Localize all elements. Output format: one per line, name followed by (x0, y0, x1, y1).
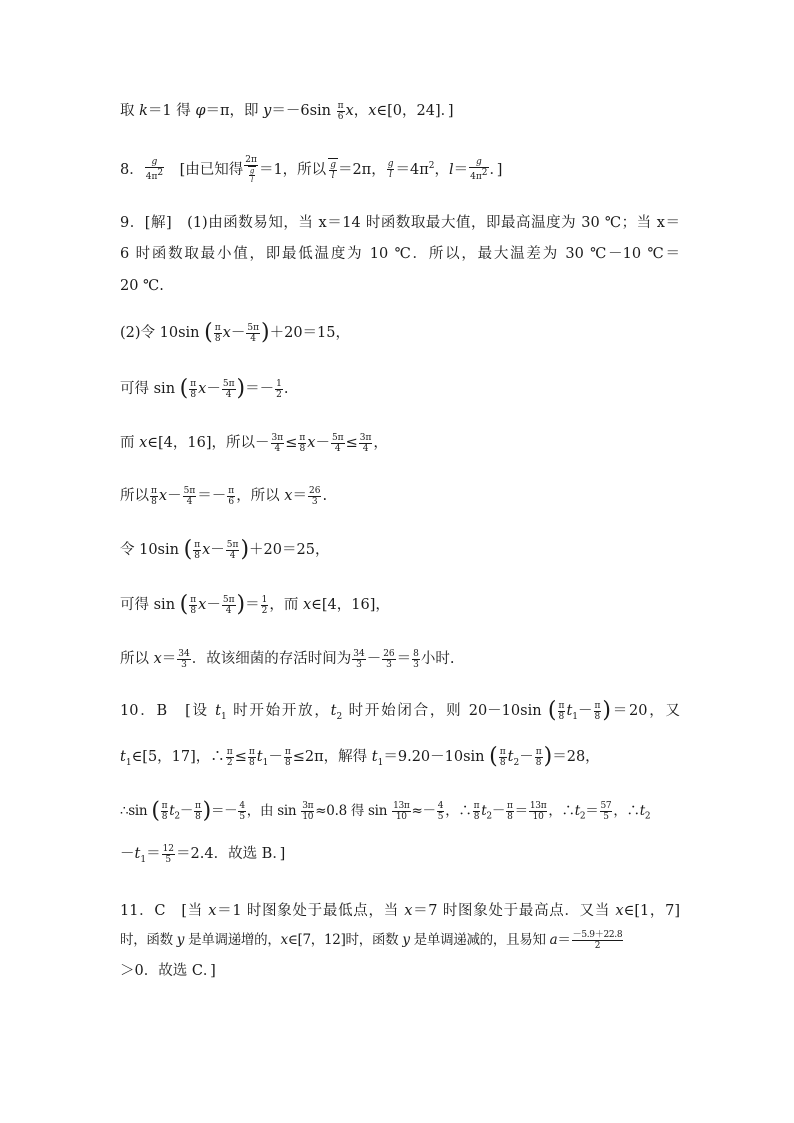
solution-line-5: 20 ℃. (120, 278, 164, 294)
solution-line-8: 而 x∈[4，16]，所以－ $\frac{3\pi}{4}$ ≤ $\frac{\pi}{8}$ x－ $\frac{5\pi}{4}$ ≤ $\frac{3\pi}{4}$ ， (120, 432, 388, 454)
solution-line-12: 所以 x＝ $\frac{34}{3}$ ．故该细菌的存活时间为 $\frac{34}{3}$ － $\frac{26}{3}$ ＝ $\frac{8}{3}$ 小时. (120, 648, 455, 670)
solution-line-7: 可得 sin ( $\frac{\pi}{8}$ x－ $\frac{5\pi}{4}$ )＝－ $\frac{1}{2}$ . (120, 376, 289, 401)
solution-line-1: 取 k＝1 得 φ＝π，即 y＝－6sin $\frac{\pi}{6}$ x，x∈[0，24]．] (120, 100, 454, 122)
solution-line-9: 所以 $\frac{\pi}{8}$ x－ $\frac{5\pi}{4}$ ＝－ $\frac{\pi}{6}$ ，所以 x＝ $\frac{26}{3}$ . (120, 485, 328, 507)
solution-line-4: 6 时函数取最小值，即最低温度为 10 ℃．所以，最大温差为 30 ℃－10 ℃＝ (120, 246, 680, 262)
solution-line-3: 9．[解] (1)由函数易知，当 x＝14 时函数取最大值，即最高温度为 30 ℃；当 x＝ (120, 215, 680, 231)
solution-line-2: 8． $\frac{g}{4\pi^2}$ [由已知得 $\frac{2\pi}{\frac{g}{l}}$ ＝1，所以 $\frac{g}{l}$ ＝2π， $\frac{g}{l}$ $=4\pi^2$，l＝ $\frac{g}{4\pi^2}$ ．] (120, 155, 503, 185)
solution-line-11: 可得 sin ( $\frac{\pi}{8}$ x－ $\frac{5\pi}{4}$ )＝ $\frac{1}{2}$ ，而 x∈[4，16]， (120, 592, 390, 617)
solution-line-13: 10．B [设 $t_1$ 时开始开放，$t_2$ 时开始闭合，则 20－10sin ( $\frac{\pi}{8}$ $t_1-$ $\frac{\pi}{8}$ )＝20，又 (120, 698, 680, 723)
solution-line-6: (2)令 10sin ( $\frac{\pi}{8}$ x－ $\frac{5\pi}{4}$ )＋20＝15， (120, 320, 350, 345)
solution-line-17: 11．C [当 x＝1 时图象处于最低点，当 x＝7 时图象处于最高点．又当 x∈[1，7] (120, 903, 680, 919)
solution-line-14: $t_1\in[5$，17]，∴ $\frac{\pi}{2}$ ≤ $\frac{\pi}{8}$ $t_1-$ $\frac{\pi}{8}$ ≤2π，解得 $t_1=9.20-10\sin$ ( $\frac{\pi}{8}$ $t_2-$ $\frac{\pi}{8}$ )＝28， (120, 744, 600, 769)
solution-line-15: ∴sin ( $\frac{\pi}{8}$ $t_2-$ $\frac{\pi}{8}$ )＝－ $\frac{4}{5}$ ，由 sin $\frac{3\pi}{10}$ ≈0.8 得 sin $\frac{13\pi}{10}$ ≈－ $\frac{4}{5}$ ，∴ $\frac{\pi}{8}$ $t_2-$ $\frac{\pi}{8}$ ＝ $\frac{13\pi}{10}$ ，$\therefore t_2=$ $\frac{57}{5}$ ，$\therefore t_2$ (120, 798, 651, 824)
solution-line-18: 时，函数 y 是单调递增的，x∈[7，12]时，函数 y 是单调递减的，且易知 a＝ $\frac{-5.9+22.8}{2}$ (120, 930, 623, 951)
solution-line-19: ＞0．故选 C．] (120, 963, 216, 979)
solution-line-16: $-t_1=$ $\frac{12}{5}$ ＝2.4．故选 B．] (120, 843, 286, 865)
solution-line-10: 令 10sin ( $\frac{\pi}{8}$ x－ $\frac{5\pi}{4}$ )＋20＝25， (120, 537, 330, 562)
